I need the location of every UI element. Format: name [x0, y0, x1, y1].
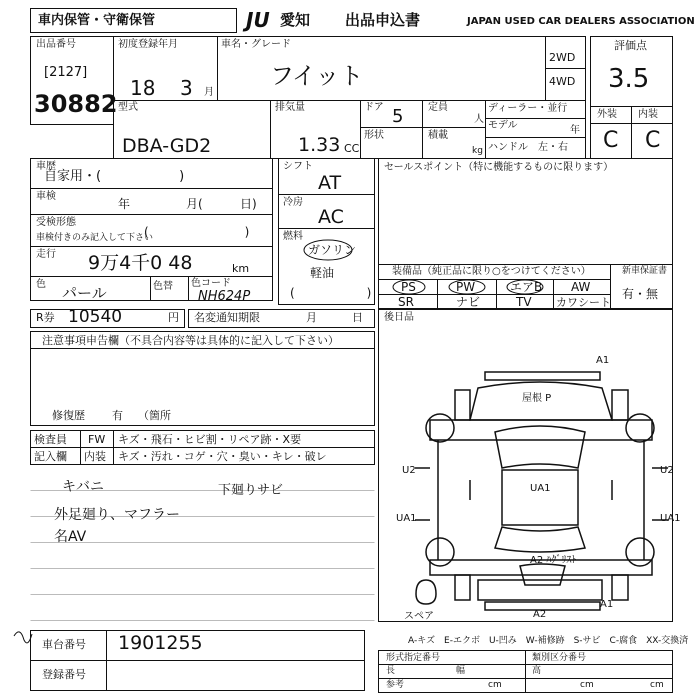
equipment-airbag: エアB — [510, 280, 543, 294]
diagram-label-u2-left: U2 — [402, 465, 416, 476]
fuel-label: 燃料 — [283, 231, 303, 242]
color-change-label: 色替 — [153, 281, 173, 292]
repair-label: 修復歴 — [52, 409, 85, 422]
diagram-label-a1-bottom: A1 — [600, 599, 614, 610]
diagram-roof-note: 屋根 P — [522, 393, 552, 404]
model-year-unit: 年 — [570, 125, 580, 136]
displacement-value: 1.33 — [298, 134, 341, 156]
diagram-label-ua1-left: UA1 — [396, 513, 417, 524]
recycle-unit: 円 — [168, 311, 179, 324]
receipt-note: 車検付きのみ記入して下さい — [36, 233, 154, 243]
diagram-spare-label: スペア — [404, 611, 434, 622]
chassis-label: 車台番号 — [42, 638, 86, 651]
recycle-value: 10540 — [68, 307, 123, 327]
lot-code: [2127] — [44, 65, 88, 80]
score-label: 評価点 — [614, 39, 647, 52]
diagram-label-a2-rear: A2 ﾊｸﾞﾘｽﾄ — [530, 555, 577, 566]
score-value: 3.5 — [608, 64, 650, 94]
legend: A-キズ E-エクボ U-凹み W-補修跡 S-サビ C-腐食 XX-交換済 — [408, 636, 689, 646]
type-label: 型式 — [118, 102, 138, 113]
color-code-label: 色コード — [191, 278, 231, 289]
sales-point-label: セールスポイント（特に機能するものに限ります） — [384, 162, 614, 173]
repair-place: （箇所 — [138, 409, 171, 422]
capacity-unit: 人 — [474, 114, 484, 125]
equipment-ps: PS — [401, 280, 416, 294]
shift-label: シフト — [283, 161, 313, 172]
shift-value: AT — [318, 172, 342, 194]
inspection-day: 日) — [240, 197, 257, 211]
first-reg-label: 初度登録年月 — [118, 39, 178, 50]
footer-model-check: 類別区分番号 — [532, 653, 587, 663]
diagram-label-u2-right: U2 — [660, 465, 674, 476]
diagram-label-ua1-right: UA1 — [660, 513, 681, 524]
footer-cm-2: cm — [580, 680, 594, 690]
color-label: 色 — [36, 279, 46, 290]
model-label: 車名・グレード — [221, 39, 291, 50]
equipment-aw: AW — [571, 280, 591, 294]
new-warranty-label: 新車保証書 — [622, 266, 668, 276]
footer-cm-1: cm — [488, 680, 502, 690]
doors-label: ドア — [364, 102, 384, 113]
interior-value: C — [645, 128, 661, 153]
diagram-label-a2-bottom: A2 — [533, 609, 547, 620]
equipment-label: 装備品（純正品に限り○をつけてください） — [392, 266, 591, 277]
history-label: 車歴 — [36, 161, 56, 172]
rear-date-label: 後日品 — [384, 312, 414, 323]
drive-4wd: 4WD — [549, 75, 576, 88]
inspector-entry: 記入欄 — [34, 450, 67, 463]
first-reg-month: 3 — [180, 76, 193, 100]
footer-width-label: 幅 — [456, 666, 466, 676]
org-name: 愛知 — [280, 11, 311, 29]
footer-ref: 参考 — [386, 680, 405, 690]
inspection-year: 年 — [118, 197, 131, 211]
aircon-label: 冷房 — [283, 197, 303, 208]
storage-label: 車内保管・守衛保管 — [38, 13, 156, 28]
handwritten-line1: キバニ — [62, 479, 104, 495]
color-code: NH624P — [198, 289, 251, 304]
notes-label: 注意事項申告欄（不具合内容等は具体的に記入して下さい） — [42, 334, 339, 347]
inspector-label: 検査員 — [34, 433, 67, 446]
shape-label: 形状 — [364, 130, 384, 141]
inspector-fw-items: キズ・飛石・ヒビ割・リペア跡・X要 — [118, 433, 302, 446]
equipment-navi: ナビ — [456, 295, 481, 309]
type-value: DBA-GD2 — [122, 135, 212, 157]
name-change-month: 月 — [306, 311, 317, 324]
load-unit: kg — [472, 146, 483, 156]
handle-label: ハンドル 左・右 — [488, 142, 568, 153]
displacement-label: 排気量 — [275, 102, 305, 113]
inspector-fw-label: FW — [88, 433, 106, 446]
fuel-paren: ( ) — [290, 286, 372, 300]
fuel-gasoline: ガソリン — [308, 243, 357, 257]
new-warranty-value: 有・無 — [622, 287, 659, 301]
mileage-label: 走行 — [36, 249, 56, 260]
equipment-pw: PW — [456, 280, 476, 294]
footer-form-check: 形式指定番号 — [386, 653, 441, 663]
interior-label: 内装 — [638, 109, 658, 120]
name-change-day: 日 — [352, 311, 363, 324]
receipt-label: 受検形態 — [36, 217, 76, 228]
footer-length-label: 長 — [386, 666, 396, 676]
mileage-unit: km — [232, 262, 250, 275]
handwritten-line3: 名AV — [54, 529, 87, 545]
recycle-label: R券 — [36, 311, 55, 324]
equipment-leather: カワシート — [556, 296, 611, 309]
model-name: フイット — [270, 62, 364, 90]
load-label: 積載 — [428, 130, 448, 141]
footer-height-label: 高 — [532, 666, 542, 676]
exterior-value: C — [603, 128, 619, 153]
registration-label: 登録番号 — [42, 668, 86, 681]
inspection-month: 月( — [186, 197, 203, 211]
equipment-tv: TV — [516, 295, 532, 309]
aircon-value: AC — [318, 206, 344, 228]
org-en: JAPAN USED CAR DEALERS ASSOCIATION — [467, 16, 695, 27]
equipment-sr: SR — [398, 295, 414, 309]
capacity-label: 定員 — [428, 102, 448, 113]
exterior-label: 外装 — [597, 109, 617, 120]
diagram-label-a1-top: A1 — [596, 355, 610, 366]
form-title: 出品申込書 — [345, 11, 421, 29]
lot-number: 30882 — [34, 90, 118, 118]
inspector-int-label: 内装 — [84, 450, 106, 463]
doors-value: 5 — [392, 106, 404, 127]
handwritten-line2: 外足廻り、マフラー — [54, 507, 180, 523]
inspection-label: 車検 — [36, 191, 56, 202]
displacement-unit: CC — [344, 142, 360, 155]
first-reg-month-unit: 月 — [204, 87, 214, 98]
name-change-label: 名変通知期限 — [194, 311, 260, 324]
first-reg-year: 18 — [130, 76, 156, 100]
drive-2wd: 2WD — [549, 51, 576, 64]
color-value: パール — [62, 284, 107, 302]
dealer-label: ディーラー・並行 — [488, 103, 568, 114]
fuel-diesel: 軽油 — [310, 266, 335, 280]
inspector-int-items: キズ・汚れ・コゲ・穴・臭い・キレ・破レ — [118, 450, 327, 463]
handwritten-line4: 下廻りサビ — [218, 483, 284, 498]
ju-logo: JU — [246, 8, 270, 32]
receipt-paren: ( ) — [144, 225, 250, 239]
diagram-label-ua1-center: UA1 — [530, 483, 551, 494]
mileage-value: 9万4千0 48 — [88, 252, 193, 274]
model-year-label: モデル — [488, 120, 518, 131]
footer-cm-3: cm — [650, 680, 664, 690]
chassis-value: 1901255 — [118, 632, 203, 654]
history-value: 自家用・( ) — [44, 169, 185, 184]
listing-number-label: 出品番号 — [36, 39, 76, 50]
repair-value: 有 — [112, 409, 123, 422]
